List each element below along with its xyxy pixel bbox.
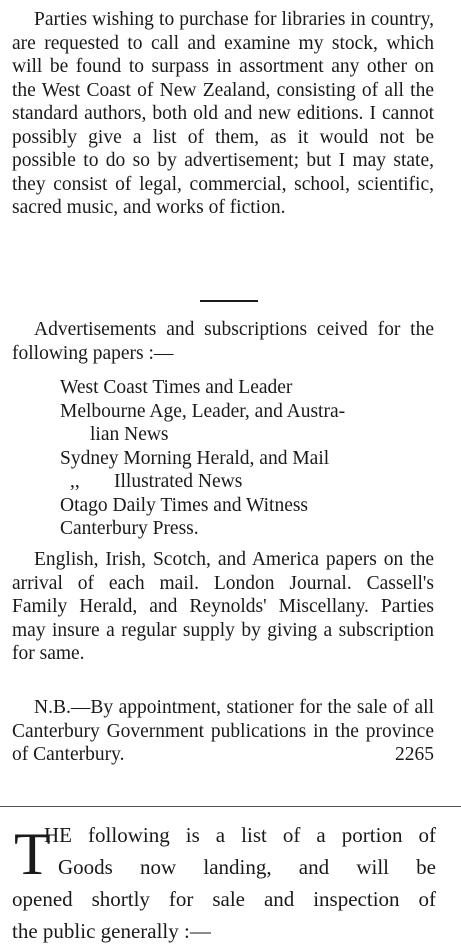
ad-reference-number: 2265 xyxy=(395,744,434,765)
goods-line-4: the public generally :— xyxy=(12,919,211,943)
papers-list xyxy=(12,376,434,541)
list-item: Otago Daily Times and Witness xyxy=(60,494,309,516)
papers-paragraph-text: English, Irish, Scotch, and America papers on the arrival of each mail. London Journal. Cassell's Family Herald, and Reynolds' Miscellany. Parties may insure a regular supply by giving a subscription for same. xyxy=(12,549,434,664)
list-item-text: Illustrated News xyxy=(114,471,243,492)
goods-line-2: Goods now landing, and will be xyxy=(58,855,436,879)
subscriptions-heading-text: Advertisements and subscriptions ceived for the following papers :— xyxy=(12,319,434,364)
papers-paragraph xyxy=(12,548,434,666)
list-item: Melbourne Age, Leader, and Austra- xyxy=(60,400,346,422)
list-item xyxy=(12,470,434,494)
list-item: Canterbury Press. xyxy=(60,518,199,539)
drop-cap: T xyxy=(14,821,51,887)
list-item: West Coast Times and Leader xyxy=(60,377,293,398)
column-divider xyxy=(0,806,461,807)
subscriptions-heading xyxy=(12,318,434,365)
list-item: lian News xyxy=(90,424,169,445)
goods-line-3: opened shortly for sale and inspection of xyxy=(12,887,436,911)
library-paragraph xyxy=(12,8,434,220)
nb-paragraph-text: N.B.—By appointment, stationer for the sale of all Canterbury Government publications in the province of Canterbury. xyxy=(12,697,434,765)
library-paragraph-text: Parties wishing to purchase for libraries in country, are requested to call and examine my stock, which will be found to surpass in assortment any other on the West Coast of New Zealand, consisting of all the standard authors, both old and new editions. I cannot possibly give a list of them, as it would not be possible to do so by advertisement; but I may state, they consist of legal, commercial, school, scientific, sacred music, and works of fiction. xyxy=(12,9,434,218)
ditto-mark: ,, xyxy=(70,471,80,492)
nb-paragraph xyxy=(12,696,434,767)
goods-line-1: HE following is a list of a portion of xyxy=(44,823,436,847)
section-divider xyxy=(200,300,258,302)
list-item: Sydney Morning Herald, and Mail xyxy=(60,447,330,469)
